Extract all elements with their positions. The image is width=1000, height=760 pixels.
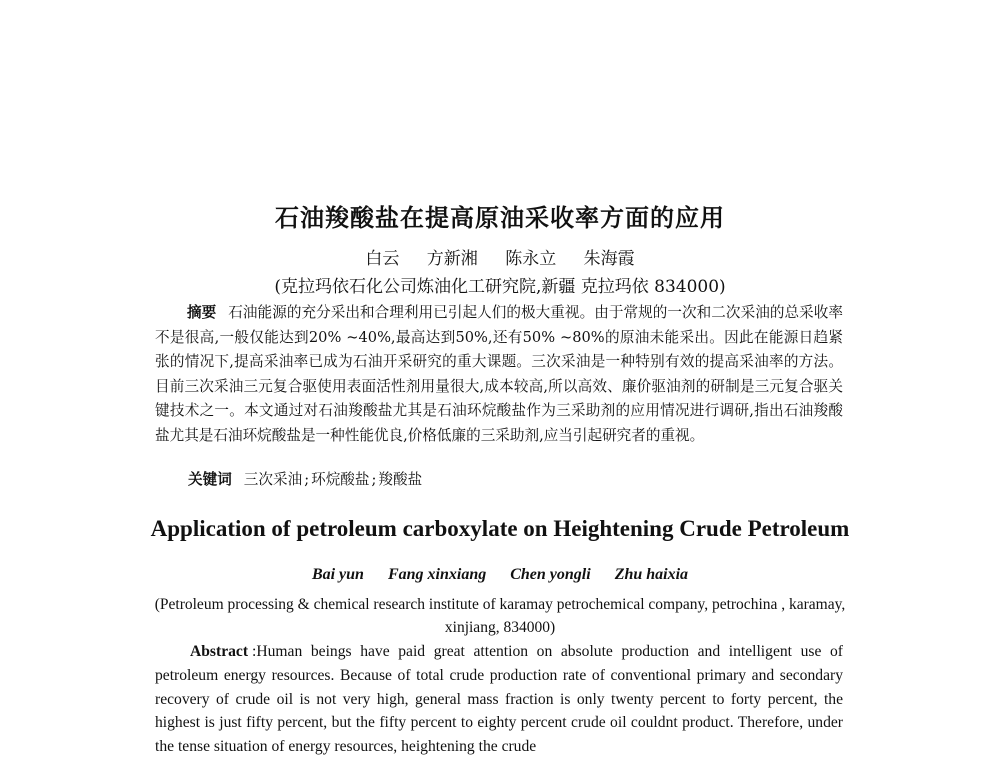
keyword-separator: ; xyxy=(304,471,310,488)
chinese-abstract xyxy=(155,301,843,448)
chinese-title: 石油羧酸盐在提高原油采收率方面的应用 xyxy=(275,204,725,232)
english-author: Bai yun xyxy=(311,566,364,583)
english-authors xyxy=(0,566,1000,584)
english-abstract-label: Abstract xyxy=(190,643,249,660)
chinese-keywords xyxy=(188,468,422,489)
english-abstract-text: :Human beings have paid great attention on absolute production and intelligent use of petroleum energy resources. Because of total crude production rate of conventional primary and secondary recovery of crude oil is not very high, general mass fraction is only twenty percent to forty percent, the highest is just fifty percent, but the fifty percent to eighty percent crude oil couldnt product. Therefore, under the tense situation of energy resources, heightening the crude xyxy=(155,643,843,756)
keyword-separator: ; xyxy=(371,471,377,488)
keyword: 环烷酸盐 xyxy=(311,471,370,488)
chinese-abstract-label: 摘要 xyxy=(187,304,217,321)
keyword: 羧酸盐 xyxy=(378,471,423,488)
chinese-abstract-text: 石油能源的充分采出和合理利用已引起人们的极大重视。由于常规的一次和二次采油的总采收率不是很高,一般仅能达到20% ~40%,最高达到50%,还有50% ~80%的原油未能采出。因此在能源日趋紧张的情况下,提高采油率已成为石油开采研究的重大课题。三次采油是一种特别有效的提高采油率的方法。目前三次采油三元复合驱使用表面活性剂用量很大,成本较高,所以高效、廉价驱油剂的研制是三元复合驱关键技术之一。本文通过对石油羧酸盐尤其是石油环烷酸盐作为三采助剂的应用情况进行调研,指出石油羧酸盐尤其是石油环烷酸盐是一种性能优良,价格低廉的三采助剂,应当引起研究者的重视。 xyxy=(155,304,843,444)
english-abstract xyxy=(155,640,843,759)
chinese-authors: 白云 方新湘 陈永立 朱海霞 xyxy=(365,249,635,269)
chinese-keywords-label: 关键词 xyxy=(188,471,232,488)
english-author: Fang xinxiang xyxy=(387,566,487,583)
english-affiliation: (Petroleum processing & chemical research institute of karamay petrochemical company, petrochina , karamay, xinjiang, 834000) xyxy=(154,596,846,636)
english-author: Chen yongli xyxy=(510,566,591,583)
english-author: Zhu haixia xyxy=(614,566,689,583)
chinese-affiliation: (克拉玛依石化公司炼油化工研究院,新疆 克拉玛依 834000) xyxy=(274,277,726,297)
keyword: 三次采油 xyxy=(243,471,303,488)
english-title: Application of petroleum carboxylate on Heightening Crude Petroleum xyxy=(150,516,850,541)
